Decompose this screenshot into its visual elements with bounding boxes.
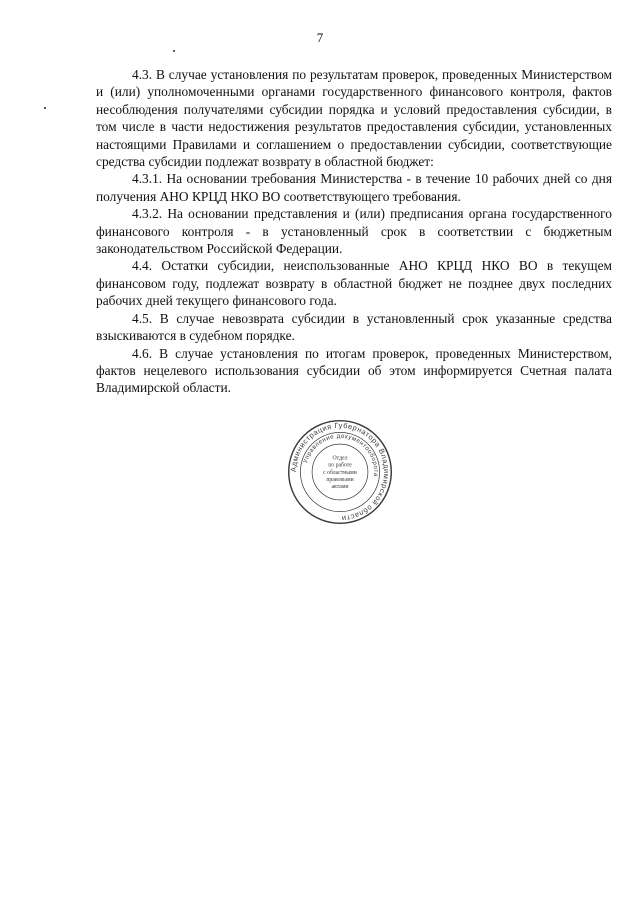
paragraph-4-6: 4.6. В случае установления по итогам проверок, проведенных Министерством, фактов нецелевого использования субсидии об этом информируется Счетная палата Владимирской области. [96,345,612,396]
paragraph-4-3: 4.3. В случае установления по результатам проверок, проведенных Министерством и (или) уполномоченными органами государственного финансового контроля, фактов несоблюдения получателями субсидии порядка и условий предоставления субсидии, в том числе в части недостижения результатов предоставления субсидии, установленных настоящими Правилами и соглашением о предоставлении субсидии, соответствующие средства субсидии подлежат возврату в областной бюджет: [96,67,612,170]
paragraph-4-3-1: 4.3.1. На основании требования Министерства - в течение 10 рабочих дней со дня получения АНО КРЦД НКО ВО соответствующего требования. [96,171,612,204]
stamp-center-line: актами [331,484,349,491]
paragraph-4-4: 4.4. Остатки субсидии, неиспользованные АНО КРЦД НКО ВО в текущем финансовом году, подлежат возврату в областной бюджет не позднее двух последних рабочих дней текущего финансового года. [96,258,612,309]
document-body [96,66,612,397]
stamp-outer-textpath: Администрация Губернатора Владимирской области [288,420,392,524]
scan-speck [44,107,46,109]
stamp-inner-textpath: Управление документооборота [302,432,380,478]
stamp-center-line: Отдел [332,455,348,462]
page-number: 7 [316,30,324,45]
stamp-center-line: с областными [323,469,357,476]
paragraph-4-3-2: 4.3.2. На основании представления и (или) предписания органа государственного финансового контроля - в установленный срок в соответствии с бюджетным законодательством Российской Федерации. [96,206,612,257]
stamp-center-line: правовыми [326,477,354,483]
official-stamp [286,418,394,526]
stamp-center-line: по работе [328,462,352,469]
paragraph-4-5: 4.5. В случае невозврата субсидии в установленный срок указанные средства взыскиваются в судебном порядке. [96,310,612,344]
scan-speck [173,50,175,52]
